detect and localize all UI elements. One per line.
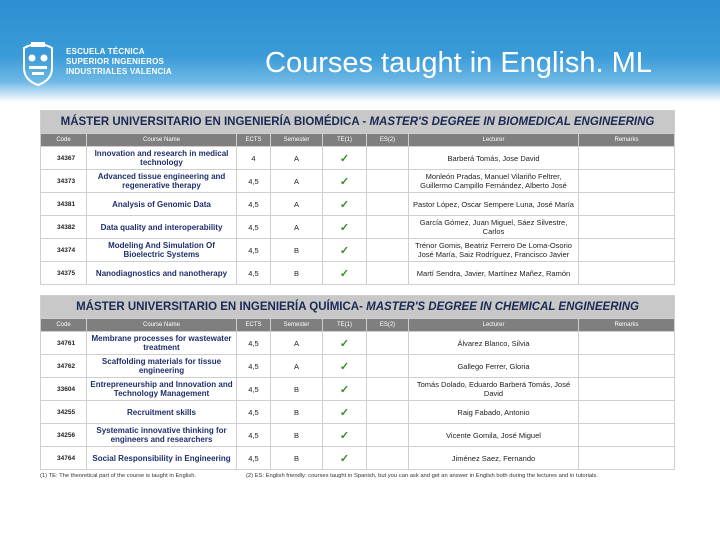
check-icon: ✓ xyxy=(339,221,350,234)
es-check xyxy=(367,424,409,447)
semester: B xyxy=(271,262,323,285)
es-check xyxy=(367,378,409,401)
column-header: ES(2) xyxy=(367,319,409,332)
ects-credits: 4,5 xyxy=(237,262,271,285)
check-icon: ✓ xyxy=(339,198,350,211)
semester: B xyxy=(271,401,323,424)
lecturer: Trénor Gomis, Beatriz Ferrero De Loma-Osorio José María, Saiz Rodríguez, Francisco Javier xyxy=(409,239,579,262)
remarks xyxy=(579,239,675,262)
ects-credits: 4,5 xyxy=(237,170,271,193)
ects-credits: 4 xyxy=(237,147,271,170)
column-header: Course Name xyxy=(87,319,237,332)
lecturer: Jiménez Saez, Fernando xyxy=(409,447,579,470)
ects-credits: 4,5 xyxy=(237,332,271,355)
es-check xyxy=(367,401,409,424)
table-row xyxy=(41,262,675,285)
column-header: Code xyxy=(41,319,87,332)
column-header: TE(1) xyxy=(323,134,367,147)
semester: B xyxy=(271,447,323,470)
check-icon: ✓ xyxy=(339,406,350,419)
column-header: Semester xyxy=(271,134,323,147)
column-header: Lecturer xyxy=(409,134,579,147)
course-code: 34382 xyxy=(41,216,87,239)
column-header-row xyxy=(41,319,675,332)
te-check xyxy=(323,401,367,424)
semester: A xyxy=(271,147,323,170)
remarks xyxy=(579,378,675,401)
es-check xyxy=(367,170,409,193)
column-header: ES(2) xyxy=(367,134,409,147)
course-name: Membrane processes for wastewater treatment xyxy=(87,332,237,355)
course-code: 34367 xyxy=(41,147,87,170)
course-name: Recruitment skills xyxy=(87,401,237,424)
table-row xyxy=(41,332,675,355)
es-check xyxy=(367,193,409,216)
ects-credits: 4,5 xyxy=(237,355,271,378)
heading-spanish: MÁSTER UNIVERSITARIO EN INGENIERÍA BIOMÉDICA - xyxy=(60,116,370,128)
remarks xyxy=(579,170,675,193)
semester: B xyxy=(271,378,323,401)
te-check xyxy=(323,355,367,378)
es-check xyxy=(367,216,409,239)
table-heading xyxy=(41,296,675,319)
semester: A xyxy=(271,216,323,239)
semester: A xyxy=(271,193,323,216)
slide-title: Courses taught in English. ML xyxy=(265,47,652,79)
es-check xyxy=(367,147,409,170)
heading-english: MASTER'S DEGREE IN BIOMEDICAL ENGINEERING xyxy=(369,116,655,128)
check-icon: ✓ xyxy=(339,152,350,165)
table-gap xyxy=(40,285,674,295)
lecturer: Monleón Pradas, Manuel Vilariño Feltrer, Guillermo Campillo Fernández, Alberto José xyxy=(409,170,579,193)
ects-credits: 4,5 xyxy=(237,378,271,401)
lecturer: Vicente Gomila, José Miguel xyxy=(409,424,579,447)
lecturer: Barberá Tomás, Jose David xyxy=(409,147,579,170)
table-row xyxy=(41,147,675,170)
course-code: 34761 xyxy=(41,332,87,355)
course-code: 34381 xyxy=(41,193,87,216)
te-check xyxy=(323,193,367,216)
lecturer: Gallego Ferrer, Gloria xyxy=(409,355,579,378)
te-check xyxy=(323,239,367,262)
course-code: 33604 xyxy=(41,378,87,401)
column-header: TE(1) xyxy=(323,319,367,332)
es-check xyxy=(367,355,409,378)
column-header: ECTS xyxy=(237,319,271,332)
slide-header xyxy=(0,0,720,102)
check-icon: ✓ xyxy=(339,267,350,280)
semester: A xyxy=(271,170,323,193)
course-name: Innovation and research in medical technology xyxy=(87,147,237,170)
school-name-line-3: INDUSTRIALES VALENCIA xyxy=(66,67,172,76)
school-name xyxy=(66,47,172,77)
lecturer: Pastor López, Oscar Sempere Luna, José María xyxy=(409,193,579,216)
check-icon: ✓ xyxy=(339,337,350,350)
course-name: Entrepreneurship and Innovation and Technology Management xyxy=(87,378,237,401)
column-header: Remarks xyxy=(579,319,675,332)
column-header: Semester xyxy=(271,319,323,332)
table-row xyxy=(41,216,675,239)
check-icon: ✓ xyxy=(339,383,350,396)
footnotes xyxy=(40,473,674,479)
ects-credits: 4,5 xyxy=(237,239,271,262)
crest-icon xyxy=(18,38,58,86)
check-icon: ✓ xyxy=(339,452,350,465)
table-row xyxy=(41,447,675,470)
ects-credits: 4,5 xyxy=(237,401,271,424)
semester: B xyxy=(271,239,323,262)
course-name: Advanced tissue engineering and regenerative therapy xyxy=(87,170,237,193)
table-row xyxy=(41,378,675,401)
table-row xyxy=(41,355,675,378)
te-check xyxy=(323,262,367,285)
lecturer: Martí Sendra, Javier, Martínez Mañez, Ramón xyxy=(409,262,579,285)
course-name: Social Responsibility in Engineering xyxy=(87,447,237,470)
footnote-te: (1) TE: The theoretical part of the course is taught in English. xyxy=(40,473,197,479)
es-check xyxy=(367,447,409,470)
lecturer: Tomás Dolado, Eduardo Barberá Tomás, José David xyxy=(409,378,579,401)
es-check xyxy=(367,239,409,262)
table-row xyxy=(41,424,675,447)
ects-credits: 4,5 xyxy=(237,424,271,447)
remarks xyxy=(579,193,675,216)
es-check xyxy=(367,332,409,355)
heading-english: MASTER'S DEGREE IN CHEMICAL ENGINEERING xyxy=(366,301,639,313)
remarks xyxy=(579,262,675,285)
semester: B xyxy=(271,424,323,447)
ects-credits: 4,5 xyxy=(237,447,271,470)
te-check xyxy=(323,332,367,355)
table-row xyxy=(41,401,675,424)
course-document xyxy=(40,110,674,479)
remarks xyxy=(579,424,675,447)
course-code: 34255 xyxy=(41,401,87,424)
lecturer: García Gómez, Juan Miguel, Sáez Silvestre, Carlos xyxy=(409,216,579,239)
te-check xyxy=(323,147,367,170)
school-name-line-2: SUPERIOR INGENIEROS xyxy=(66,57,165,66)
check-icon: ✓ xyxy=(339,360,350,373)
column-header: Lecturer xyxy=(409,319,579,332)
column-header-row xyxy=(41,134,675,147)
lecturer: Raig Fabado, Antonio xyxy=(409,401,579,424)
footnote-es: (2) ES: English friendly: courses taught in Spanish, but you can ask and get an answer in English both during the lectures and in tutorials. xyxy=(246,473,598,479)
table-heading xyxy=(41,111,675,134)
semester: A xyxy=(271,332,323,355)
course-name: Nanodiagnostics and nanotherapy xyxy=(87,262,237,285)
check-icon: ✓ xyxy=(339,244,350,257)
remarks xyxy=(579,216,675,239)
remarks xyxy=(579,447,675,470)
course-tables xyxy=(40,110,674,470)
te-check xyxy=(323,216,367,239)
column-header: Course Name xyxy=(87,134,237,147)
table-heading-row xyxy=(41,296,675,319)
table-row xyxy=(41,239,675,262)
course-code: 34375 xyxy=(41,262,87,285)
column-header: Code xyxy=(41,134,87,147)
course-code: 34256 xyxy=(41,424,87,447)
te-check xyxy=(323,447,367,470)
remarks xyxy=(579,332,675,355)
te-check xyxy=(323,170,367,193)
ects-credits: 4,5 xyxy=(237,193,271,216)
table-row xyxy=(41,170,675,193)
course-code: 34373 xyxy=(41,170,87,193)
course-code: 34764 xyxy=(41,447,87,470)
lecturer: Álvarez Blanco, Silvia xyxy=(409,332,579,355)
te-check xyxy=(323,378,367,401)
course-code: 34762 xyxy=(41,355,87,378)
school-name-line-1: ESCUELA TÉCNICA xyxy=(66,47,145,56)
remarks xyxy=(579,401,675,424)
school-logo xyxy=(18,38,172,86)
course-name: Scaffolding materials for tissue engineering xyxy=(87,355,237,378)
course-table xyxy=(40,110,675,285)
remarks xyxy=(579,147,675,170)
es-check xyxy=(367,262,409,285)
ects-credits: 4,5 xyxy=(237,216,271,239)
semester: A xyxy=(271,355,323,378)
heading-spanish: MÁSTER UNIVERSITARIO EN INGENIERÍA QUÍMICA- xyxy=(76,301,367,313)
course-table xyxy=(40,295,675,470)
course-name: Modeling And Simulation Of Bioelectric Systems xyxy=(87,239,237,262)
table-row xyxy=(41,193,675,216)
course-code: 34374 xyxy=(41,239,87,262)
course-name: Analysis of Genomic Data xyxy=(87,193,237,216)
column-header: Remarks xyxy=(579,134,675,147)
remarks xyxy=(579,355,675,378)
check-icon: ✓ xyxy=(339,175,350,188)
check-icon: ✓ xyxy=(339,429,350,442)
column-header: ECTS xyxy=(237,134,271,147)
table-heading-row xyxy=(41,111,675,134)
course-name: Systematic innovative thinking for engineers and researchers xyxy=(87,424,237,447)
te-check xyxy=(323,424,367,447)
course-name: Data quality and interoperability xyxy=(87,216,237,239)
